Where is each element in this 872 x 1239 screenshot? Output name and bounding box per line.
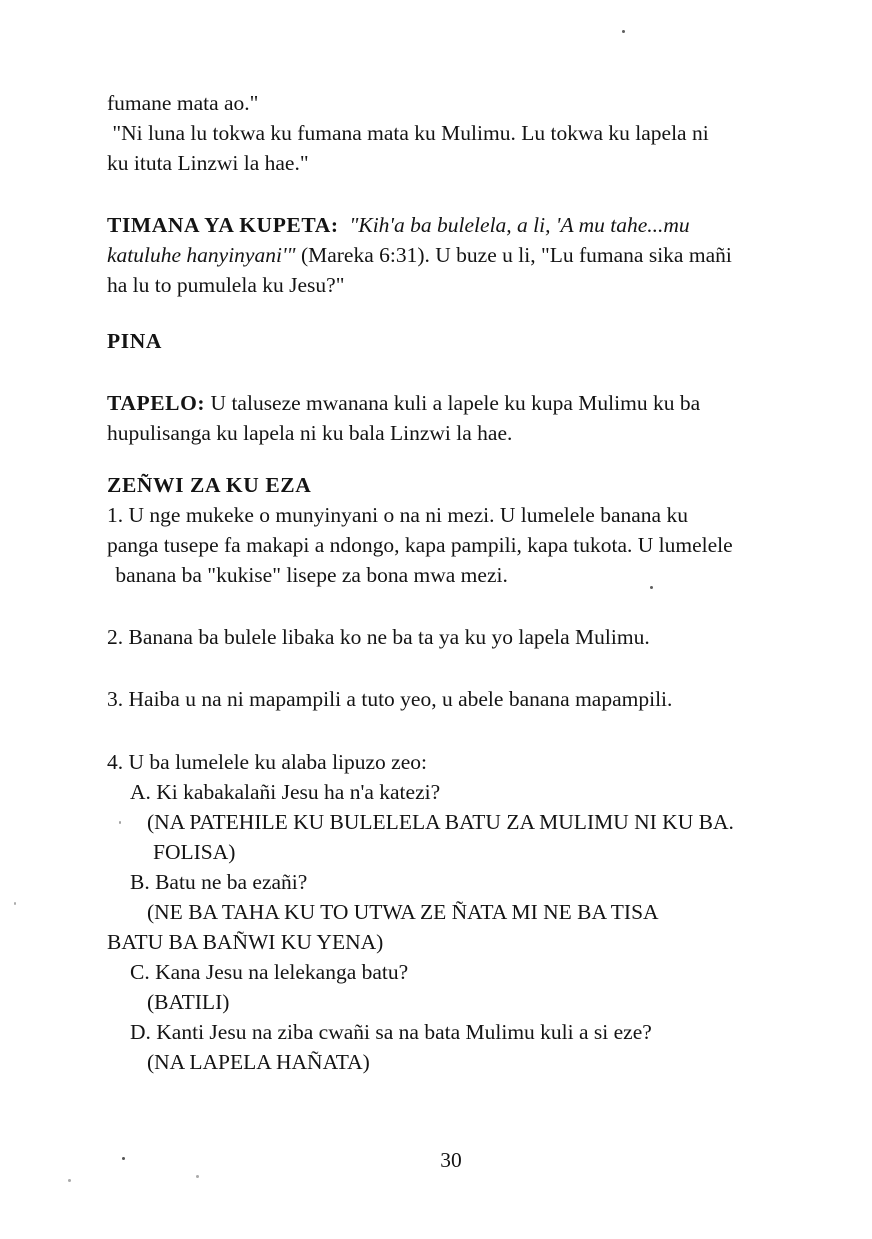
item1-line: panga tusepe fa makapi a ndongo, kapa pampili, kapa tukota. U lumelele: [107, 533, 733, 557]
scan-speck: [122, 1157, 125, 1160]
tapelo-section: [107, 388, 832, 448]
scripture-quote-continued: katuluhe hanyinyani'": [107, 243, 296, 267]
pina-heading: PINA: [107, 329, 162, 353]
tapelo-text: U taluseze mwanana kuli a lapele ku kupa Mulimu ku ba: [205, 391, 701, 415]
answer-line-a-continued: FOLISA): [153, 840, 236, 864]
opening-paragraph: [107, 88, 832, 178]
answer-line-c: (BATILI): [147, 990, 230, 1014]
timana-section: [107, 210, 832, 300]
answer-line-b: (NE BA TAHA KU TO UTWA ZE ÑATA MI NE BA TISA: [147, 900, 659, 924]
zenwi-heading-block: [107, 470, 832, 500]
pina-section: [107, 326, 832, 356]
tapelo-line-2: hupulisanga ku lapela ni ku bala Linzwi la hae.: [107, 421, 513, 445]
scan-speck: [196, 1175, 199, 1178]
scan-speck: [68, 1179, 71, 1182]
scan-speck: [622, 30, 625, 33]
timana-line-1: [107, 210, 832, 240]
item3-line: 3. Haiba u na ni mapampili a tuto yeo, u abele banana mapampili.: [107, 687, 673, 711]
activity-item-2: [107, 622, 832, 652]
timana-heading: TIMANA YA KUPETA:: [107, 213, 339, 237]
answer-line-a: (NA PATEHILE KU BULELELA BATU ZA MULIMU NI KU BA.: [147, 810, 734, 834]
scan-speck: [119, 821, 121, 824]
scripture-quote: "Kih'a ba bulelela, a li, 'A mu tahe...mu: [338, 213, 690, 237]
activity-item-3: [107, 684, 832, 714]
answer-line-b-continued: BATU BA BAÑWI KU YENA): [107, 930, 384, 954]
body-line: fumane mata ao.": [107, 91, 259, 115]
tapelo-line-1: [107, 388, 832, 418]
body-line: "Ni luna lu tokwa ku fumana mata ku Mulimu. Lu tokwa ku lapela ni: [107, 121, 709, 145]
timana-line-2: [107, 240, 832, 270]
question-line-c: C. Kana Jesu na lelekanga batu?: [130, 960, 409, 984]
question-line-d: D. Kanti Jesu na ziba cwañi sa na bata Mulimu kuli a si eze?: [130, 1020, 652, 1044]
item4-intro: 4. U ba lumelele ku alaba lipuzo zeo:: [107, 750, 427, 774]
item2-line: 2. Banana ba bulele libaka ko ne ba ta ya ku yo lapela Mulimu.: [107, 625, 650, 649]
timana-line-3: ha lu to pumulela ku Jesu?": [107, 273, 345, 297]
scan-speck: [650, 586, 653, 589]
answer-line-d: (NA LAPELA HAÑATA): [147, 1050, 370, 1074]
item1-line: banana ba "kukise" lisepe za bona mwa mezi.: [110, 563, 508, 587]
item1-line: 1. U nge mukeke o munyinyani o na ni mezi. U lumelele banana ku: [107, 503, 688, 527]
scripture-reference: (Mareka 6:31). U buze u li, "Lu fumana sika mañi: [295, 243, 732, 267]
activity-item-4: [107, 747, 832, 1077]
tapelo-heading: TAPELO:: [107, 391, 206, 415]
page-number: 30: [440, 1148, 462, 1172]
zenwi-heading: ZEÑWI ZA KU EZA: [107, 473, 312, 497]
question-line-b: B. Batu ne ba ezañi?: [130, 870, 308, 894]
question-line-a: A. Ki kabakalañi Jesu ha n'a katezi?: [130, 780, 441, 804]
activity-item-1: [107, 500, 832, 590]
body-line: ku ituta Linzwi la hae.": [107, 151, 309, 175]
scan-speck: [14, 902, 16, 905]
